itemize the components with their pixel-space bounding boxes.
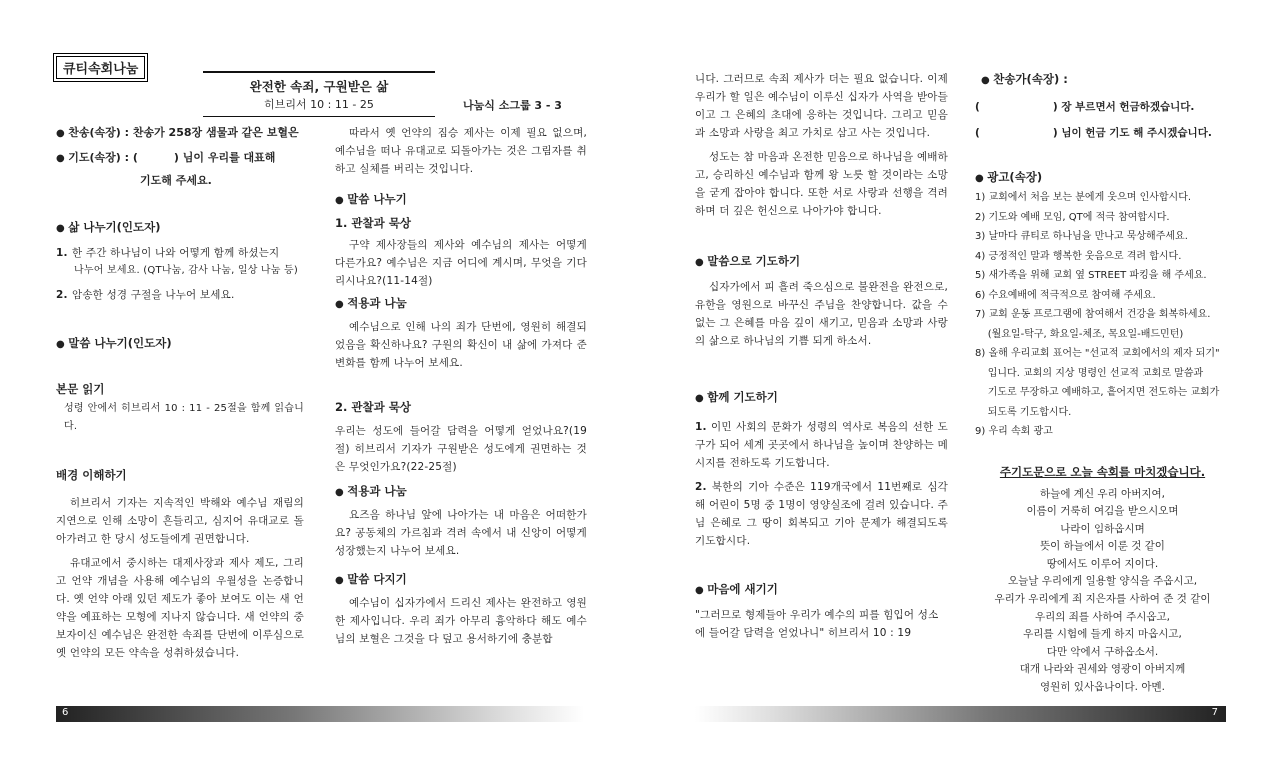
reading-text: 성령 안에서 히브리서 10 : 11 - 25절을 함께 읽습니다. — [64, 403, 304, 432]
announcement-item: 4) 긍정적인 말과 행복한 웃음으로 격려 합시다. — [975, 250, 1182, 262]
prayer-leader-line: ● 기도(속장) : ( ) 님이 우리를 대표해 — [56, 149, 304, 168]
prayer-line: 이름이 거룩히 여김을 받으시오며 — [1026, 505, 1179, 518]
title-box — [203, 71, 435, 117]
prayer-line: 우리를 시험에 들게 하지 마옵시고, — [1023, 628, 1182, 641]
reading-heading: 본문 읽기 — [56, 382, 105, 396]
announcement-item: 8) 올해 우리교회 표어는 "선교적 교회에서의 제자 되기" — [975, 348, 1220, 359]
column-1 — [56, 124, 304, 662]
title-bottom-rule — [203, 116, 435, 117]
heart-heading: ● 마음에 새기기 — [695, 580, 948, 600]
together-prayer-1: 1. 이민 사회의 문화가 성령의 역사로 복음의 선한 도구가 되어 세계 곳곳에서 하나님을 높이며 찬양하는 메시지를 전하도록 기도합니다. — [695, 421, 948, 469]
pray-word-heading: ● 말씀으로 기도하기 — [695, 252, 948, 272]
page-number-right: 7 — [1211, 707, 1218, 718]
prayer-line: 우리의 죄를 사하여 주시옵고, — [1034, 610, 1171, 623]
prayer-line: 우리가 우리에게 죄 지은자를 사하여 준 것 같이 — [994, 593, 1211, 606]
prayer-line: 대개 나라와 권세와 영광이 아버지께 — [1019, 663, 1186, 676]
announcement-item: (월요일-탁구, 화요일-체조, 목요일-배드민턴) — [975, 328, 1184, 340]
title-top-rule — [203, 71, 435, 73]
background-paragraph-1: 히브리서 기자는 지속적인 박해와 예수님 재림의 지연으로 인해 소망이 흔들리고, 심지어 유대교로 돌아가려고 한 당시 성도들에게 권면합니다. — [56, 497, 304, 545]
prayer-line: 오늘날 우리에게 일용할 양식을 주옵시고, — [1007, 575, 1198, 588]
prayer-line: 하늘에 계신 우리 아버지여, — [1040, 487, 1165, 500]
observation-1-text: 구약 제사장들의 제사와 예수님의 제사는 어떻게 다른가요? 예수님은 지금 어디에 계시며, 무엇을 기다리시나요?(11-14절) — [335, 239, 587, 287]
list-item-cont: 나누어 보세요. (QT나눔, 감사 나눔, 일상 나눔 등) — [74, 265, 298, 276]
list-item: 2. 암송한 성경 구절을 나누어 보세요. — [56, 289, 235, 301]
announcements-heading: ● 광고(속장) — [975, 168, 1230, 188]
prayer-line: 영원히 있사옵나이다. 아멘. — [1040, 681, 1165, 694]
prayer-line: 나라이 임하옵시며 — [1060, 522, 1145, 535]
column-4 — [975, 70, 1230, 697]
closing-line: 주기도문으로 오늘 속회를 마치겠습니다. — [999, 464, 1206, 479]
footer-bar-right — [695, 706, 1226, 722]
word-sharing-heading: ● 말씀 나누기(인도자) — [56, 334, 304, 354]
announcement-item: 7) 교회 운동 프로그램에 참여해서 건강을 회복하세요. — [975, 309, 1211, 320]
lords-prayer — [975, 486, 1230, 697]
announcement-item: 기도로 무장하고 예배하고, 흩어지면 전도하는 교회가 — [975, 387, 1220, 398]
together-prayer-heading: ● 함께 기도하기 — [695, 388, 948, 408]
application-2-text: 요즈음 하나님 앞에 나아가는 내 마음은 어떠한가요? 공동체의 가르침과 격려 속에서 내 신앙이 어떻게 성장했는지 나누어 보세요. — [335, 509, 587, 557]
life-sharing-heading: ● 삶 나누기(인도자) — [56, 218, 304, 238]
announcement-item: 9) 우리 속회 광고 — [975, 426, 1053, 437]
offering-hymn-heading: ● 찬송가(속장) : — [975, 70, 1230, 90]
announcement-item: 되도록 기도합시다. — [975, 406, 1072, 418]
observation-2-heading: 2. 관찰과 묵상 — [335, 400, 411, 414]
application-1-heading: ● 적용과 나눔 — [335, 294, 587, 314]
observation-2-text: 우리는 성도에 들어갈 담력을 어떻게 얻었나요?(19절) 히브리서 기자가 구원받은 성도에게 권면하는 것은 무엇인가요?(22-25절) — [335, 425, 587, 473]
prayer-leader-line-2: 기도해 주세요. — [140, 174, 212, 187]
group-label: 나눔식 소그룹 3 - 3 — [463, 99, 562, 112]
pray-word-text: 십자가에서 피 흘려 죽으심으로 불완전을 완전으로, 유한을 영원으로 바꾸신 주님을 찬양합니다. 값을 수 없는 그 은혜를 마음 깊이 새기고, 믿음과 소망과 사랑의 삶으로 하나님의 기쁨 되게 하소서. — [695, 281, 948, 347]
word-share-heading: ● 말씀 나누기 — [335, 190, 587, 210]
scripture-reference: 히브리서 10 : 11 - 25 — [264, 98, 374, 111]
announcement-item: 2) 기도와 예배 모임, QT에 적극 참여합시다. — [975, 211, 1170, 223]
continued-paragraph: 니다. 그러므로 속죄 제사가 더는 필요 없습니다. 이제 우리가 할 일은 예수님이 이루신 십자가 사역을 받아들이고 그 은혜의 초대에 응하는 것입니다. 그리고 믿음과 소망과 사랑을 최고 가치로 삼고 사는 것입니다. — [695, 73, 948, 139]
column-3 — [695, 70, 948, 642]
footer-bar-left — [56, 706, 584, 722]
prayer-line: 다만 악에서 구하옵소서. — [1046, 645, 1159, 658]
hymn-line: ● 찬송(속장) : 찬송가 258장 샘물과 같은 보혈은 — [56, 124, 304, 143]
background-heading: 배경 이해하기 — [56, 468, 127, 482]
announcement-item: 3) 날마다 큐티로 하나님을 만나고 묵상해주세요. — [975, 231, 1188, 242]
announcement-item: 5) 새가족을 위해 교회 옆 STREET 파킹을 해 주세요. — [975, 270, 1207, 281]
offering-hymn-line: ( ) 장 부르면서 헌금하겠습니다. — [975, 101, 1195, 113]
page-title: 완전한 속죄, 구원받은 삶 — [249, 79, 389, 94]
offering-prayer-line: ( ) 님이 헌금 기도 해 주시겠습니다. — [975, 127, 1212, 139]
memory-verse: "그러므로 형제들아 우리가 예수의 피를 힘입어 성소에 들어갈 담력을 얻었나니" 히브리서 10 : 19 — [695, 609, 939, 639]
application-2-heading: ● 적용과 나눔 — [335, 482, 587, 502]
resolve-text: 예수님이 십자가에서 드리신 제사는 완전하고 영원한 제사입니다. 우리 죄가 아무리 흉악하다 해도 예수님의 보혈은 그것을 다 덮고 용서하기에 충분합 — [335, 597, 587, 645]
application-1-text: 예수님으로 인해 나의 죄가 단번에, 영원히 해결되었음을 확신하나요? 구원의 확신이 내 삶에 가져다 준 변화를 함께 나누어 보세요. — [335, 321, 587, 369]
prayer-line: 땅에서도 이루어 지이다. — [1046, 557, 1159, 570]
observation-1-heading: 1. 관찰과 묵상 — [335, 216, 411, 230]
believer-paragraph: 성도는 참 마음과 온전한 믿음으로 하나님을 예배하고, 승리하신 예수님과 함께 왕 노릇 할 것이라는 소망을 굳게 잡아야 합니다. 또한 서로 사랑과 선행을 격려하며 더 깊은 헌신으로 나아가야 합니다. — [695, 151, 948, 217]
announcement-item: 입니다. 교회의 지상 명령인 선교적 교회로 말씀과 — [975, 367, 1204, 379]
page-number-left: 6 — [62, 707, 69, 718]
intro-paragraph: 따라서 옛 언약의 짐승 제사는 이제 필요 없으며, 예수님을 떠나 유대교로 되돌아가는 것은 그림자를 취하고 실체를 버리는 것입니다. — [335, 127, 587, 175]
announcement-item: 1) 교회에서 처음 보는 분에게 웃으며 인사합시다. — [975, 192, 1192, 203]
list-item: 1. 한 주간 하나님이 나와 어떻게 함께 하셨는지 — [56, 247, 280, 259]
together-prayer-2: 2. 북한의 기아 수준은 119개국에서 11번째로 심각해 어린이 5명 중 1명이 영양실조에 걸려 있습니다. 주님 은혜로 그 땅이 회복되고 기아 문제가 해결되도록 기도합시다. — [695, 481, 949, 547]
section-badge: 큐티속회나눔 — [56, 56, 145, 79]
announcements-list — [975, 188, 1230, 442]
prayer-line: 뜻이 하늘에서 이룬 것 같이 — [1040, 540, 1165, 553]
background-paragraph-2: 유대교에서 중시하는 대제사장과 제사 제도, 그리고 언약 개념을 사용해 예수님의 우월성을 논증합니다. 옛 언약 아래 있던 제도가 좋아 보여도 이는 새 언약을 예표하는 모형에 지나지 않습니다. 새 언약의 중보자이신 예수님은 완전한 속죄를 단번에 이루심으로 옛 언약의 모든 약속을 성취하셨습니다. — [56, 557, 304, 659]
column-2 — [335, 124, 587, 648]
resolve-heading: ● 말씀 다지기 — [335, 570, 587, 590]
announcement-item: 6) 수요예배에 적극적으로 참여해 주세요. — [975, 289, 1156, 301]
